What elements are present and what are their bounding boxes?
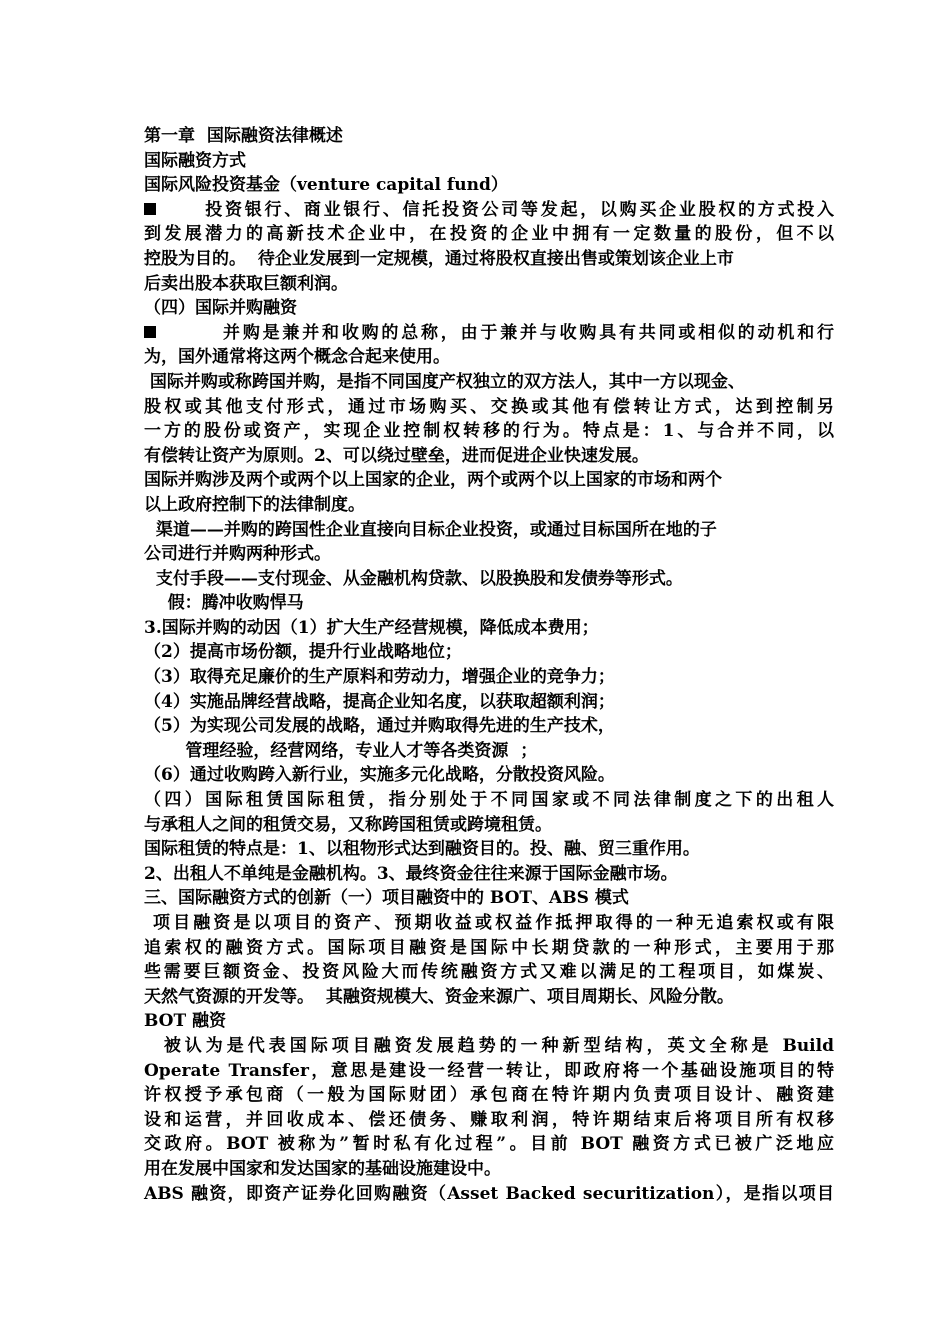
line-text: 2、出租人不单纯是金融机构。3、最终资金往往来源于国际金融市场。 [144, 863, 678, 884]
line-text: 并购是兼并和收购的总称，由于兼并与收购具有共同或相似的动机和行 [162, 322, 834, 343]
text-line [144, 960, 834, 985]
line-text: （2）提高市场份额，提升行业战略地位； [144, 642, 462, 663]
line-text: 后卖出股本获取巨额利润。 [144, 273, 348, 294]
text-line [144, 1034, 834, 1059]
text-line [144, 1083, 834, 1108]
line-text: 设和运营，并回收成本、偿还债务、赚取利润，特许期结束后将项目所有权移 [144, 1109, 834, 1130]
line-text: 为，国外通常将这两个概念合起来使用。 [144, 347, 450, 368]
line-text: （3）取得充足廉价的生产原料和劳动力，增强企业的竞争力； [144, 667, 615, 688]
line-text: 公司进行并购两种形式。 [144, 544, 331, 565]
square-bullet-icon [144, 203, 156, 215]
line-text: 追索权的融资方式。国际项目融资是国际中长期贷款的一种形式，主要用于那 [144, 937, 834, 958]
line-text: 交政府。BOT 被称为”暂时私有化过程”。目前 BOT 融资方式已被广泛地应 [144, 1134, 834, 1155]
text-line [144, 124, 834, 149]
line-text: 以上政府控制下的法律制度。 [144, 494, 365, 515]
line-text: （5）为实现公司发展的战略，通过并购取得先进的生产技术， [144, 716, 615, 737]
line-text: 国际风险投资基金（venture capital fund） [144, 175, 508, 196]
line-text: （四）国际租赁国际租赁，指分别处于不同国家或不同法律制度之下的出租人 [144, 790, 834, 811]
line-text: 有偿转让资产为原则。2、可以绕过壁垒，进而促进企业快速发展。 [144, 445, 649, 466]
line-text: 到发展潜力的高新技术企业中，在投资的企业中拥有一定数量的股份，但不以 [144, 224, 834, 245]
line-text: 国际并购或称跨国并购，是指不同国度产权独立的双方法人，其中一方以现金、 [144, 371, 745, 392]
text-line [144, 468, 834, 493]
text-line [144, 296, 834, 321]
text-line [144, 813, 834, 838]
line-text: （四）国际并购融资 [144, 298, 297, 319]
line-text: 投资银行、商业银行、信托投资公司等发起，以购买企业股权的方式投入 [162, 199, 834, 220]
text-line [144, 542, 834, 567]
text-line [144, 419, 834, 444]
text-line [144, 1132, 834, 1157]
text-line [144, 837, 834, 862]
text-line [144, 862, 834, 887]
line-text: 国际租赁的特点是：1、以租物形式达到融资目的。投、融、贸三重作用。 [144, 839, 700, 860]
line-text: BOT 融资 [144, 1011, 227, 1032]
text-line [144, 493, 834, 518]
line-text: 被认为是代表国际项目融资发展趋势的一种新型结构，英文全称是 Build [144, 1035, 834, 1056]
document-body [144, 124, 834, 1206]
line-text: 许权授予承包商（一般为国际财团）承包商在特许期内负责项目设计、融资建 [144, 1085, 834, 1106]
text-line [144, 665, 834, 690]
text-line [144, 173, 834, 198]
square-bullet-icon [144, 326, 156, 338]
text-line [144, 788, 834, 813]
text-line [144, 1108, 834, 1133]
line-text: 国际融资方式 [144, 150, 246, 171]
line-text: 一方的股份或资产，实现企业控制权转移的行为。特点是：1、与合并不同，以 [144, 421, 834, 442]
line-text: （4）实施品牌经营战略，提高企业知名度，以获取超额利润； [144, 691, 615, 712]
line-text: 3.国际并购的动因（1）扩大生产经营规模，降低成本费用； [144, 617, 599, 638]
text-line [144, 1157, 834, 1182]
text-line [144, 444, 834, 469]
line-text: 控股为目的。 待企业发展到一定规模，通过将股权直接出售或策划该企业上市 [144, 248, 734, 269]
text-line [144, 616, 834, 641]
text-line [144, 272, 834, 297]
text-line [144, 936, 834, 961]
line-text: 些需要巨额资金、投资风险大而传统融资方式又难以满足的工程项目，如煤炭、 [144, 962, 834, 983]
text-line [144, 985, 834, 1010]
line-text: 三、国际融资方式的创新（一）项目融资中的 BOT、ABS 模式 [144, 888, 629, 909]
line-text: 支付手段——支付现金、从金融机构贷款、以股换股和发债券等形式。 [144, 568, 683, 589]
text-line [144, 370, 834, 395]
text-line [144, 739, 834, 764]
line-text: Operate Transfer，意思是建设一经营一转让，即政府将一个基础设施项目的特 [144, 1060, 834, 1081]
text-line [144, 247, 834, 272]
line-text: 用在发展中国家和发达国家的基础设施建设中。 [144, 1158, 501, 1179]
line-text: 国际并购涉及两个或两个以上国家的企业，两个或两个以上国家的市场和两个 [144, 470, 722, 491]
line-text: 天然气资源的开发等。 其融资规模大、资金来源广、项目周期长、风险分散。 [144, 986, 734, 1007]
text-line [144, 222, 834, 247]
text-line [144, 567, 834, 592]
text-line [144, 518, 834, 543]
text-line [144, 1059, 834, 1084]
text-line [144, 149, 834, 174]
text-line [144, 321, 834, 346]
text-line [144, 763, 834, 788]
line-text: 第一章 国际融资法律概述 [144, 126, 343, 146]
text-line [144, 1009, 834, 1034]
text-line [144, 198, 834, 223]
text-line [144, 345, 834, 370]
line-text: （6）通过收购跨入新行业，实施多元化战略，分散投资风险。 [144, 765, 615, 786]
line-text: 渠道——并购的跨国性企业直接向目标企业投资，或通过目标国所在地的子 [144, 519, 717, 540]
line-text: ABS 融资，即资产证券化回购融资（Asset Backed securitization），是指以项目 [144, 1183, 834, 1204]
text-line [144, 911, 834, 936]
text-line [144, 395, 834, 420]
line-text: 项目融资是以项目的资产、预期收益或权益作抵押取得的一种无追索权或有限 [144, 913, 834, 933]
text-line [144, 640, 834, 665]
text-line [144, 714, 834, 739]
text-line [144, 690, 834, 715]
text-line [144, 1182, 834, 1207]
text-line [144, 591, 834, 616]
line-text: 股权或其他支付形式，通过市场购买、交换或其他有偿转让方式，达到控制另 [144, 396, 834, 417]
line-text: 管理经验，经营网络，专业人才等各类资源 ； [144, 740, 538, 761]
line-text: 与承租人之间的租赁交易，又称跨国租赁或跨境租赁。 [144, 814, 552, 835]
text-line [144, 886, 834, 911]
line-text: 假：腾冲收购悍马 [144, 593, 304, 614]
